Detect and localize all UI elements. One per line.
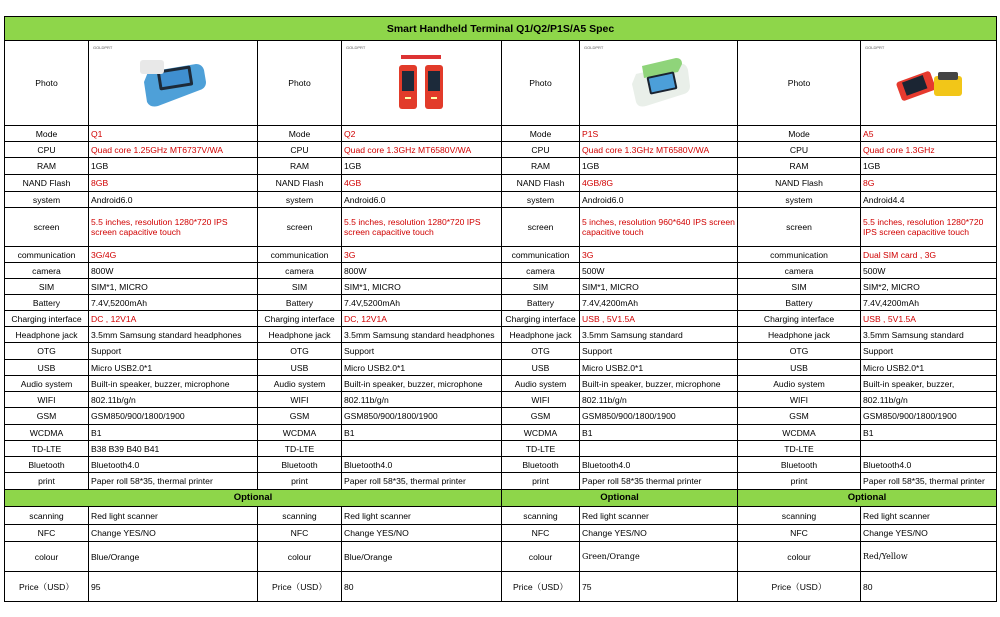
usb-label: USB xyxy=(502,360,580,376)
gsm-label: GSM xyxy=(502,408,580,425)
print-label: print xyxy=(258,473,342,490)
brand-text: GOLDPRT xyxy=(584,45,604,50)
price-value: 80 xyxy=(342,572,502,602)
gsm-value: GSM850/900/1800/1900 xyxy=(342,408,502,425)
nand-label: NAND Flash xyxy=(258,175,342,192)
price-value: 95 xyxy=(89,572,258,602)
colour-value: Blue/Orange xyxy=(342,542,502,572)
communication-label: communication xyxy=(502,247,580,263)
mode-value: Q1 xyxy=(89,126,258,142)
tdlte-value xyxy=(861,441,997,457)
usb-value: Micro USB2.0*1 xyxy=(580,360,738,376)
charging-label: Charging interface xyxy=(738,311,861,327)
bluetooth-value: Bluetooth4.0 xyxy=(342,457,502,473)
usb-label: USB xyxy=(258,360,342,376)
system-label: system xyxy=(502,192,580,208)
cpu-value: Quad core 1.3GHz xyxy=(861,142,997,158)
screen-label: screen xyxy=(258,208,342,247)
nfc-label: NFC xyxy=(5,525,89,542)
ram-value: 1GB xyxy=(89,158,258,175)
battery-value: 7.4V,5200mAh xyxy=(89,295,258,311)
spec-sheet xyxy=(4,16,996,602)
usb-value: Micro USB2.0*1 xyxy=(342,360,502,376)
wcdma-value: B1 xyxy=(89,425,258,441)
gsm-label: GSM xyxy=(258,408,342,425)
scanning-label: scanning xyxy=(5,507,89,525)
product-photo xyxy=(342,41,502,126)
audio-label: Audio system xyxy=(5,376,89,392)
gsm-label: GSM xyxy=(5,408,89,425)
cpu-value: Quad core 1.3GHz MT6580V/WA xyxy=(342,142,502,158)
scanning-label: scanning xyxy=(738,507,861,525)
camera-value: 500W xyxy=(580,263,738,279)
spec-row-nand xyxy=(5,175,997,192)
screen-value: 5.5 inches, resolution 1280*720 IPS screen capacitive touch xyxy=(861,208,997,247)
system-value: Android6.0 xyxy=(89,192,258,208)
tdlte-label: TD-LTE xyxy=(258,441,342,457)
charging-value: DC, 12V1A xyxy=(342,311,502,327)
sim-value: SIM*1, MICRO xyxy=(89,279,258,295)
communication-value: 3G xyxy=(342,247,502,263)
cpu-label: CPU xyxy=(502,142,580,158)
q1-terminal-icon xyxy=(134,52,212,114)
sim-label: SIM xyxy=(5,279,89,295)
wcdma-label: WCDMA xyxy=(5,425,89,441)
wifi-value: 802.11b/g/n xyxy=(89,392,258,408)
otg-value: Support xyxy=(342,343,502,360)
nfc-label: NFC xyxy=(738,525,861,542)
bluetooth-label: Bluetooth xyxy=(738,457,861,473)
audio-value: Built-in speaker, buzzer, microphone xyxy=(580,376,738,392)
communication-label: communication xyxy=(5,247,89,263)
print-label: print xyxy=(738,473,861,490)
spec-row-communication xyxy=(5,247,997,263)
wcdma-label: WCDMA xyxy=(502,425,580,441)
print-value: Paper roll 58*35, thermal printer xyxy=(861,473,997,490)
price-value: 80 xyxy=(861,572,997,602)
nand-value: 8G xyxy=(861,175,997,192)
bluetooth-value: Bluetooth4.0 xyxy=(89,457,258,473)
audio-label: Audio system xyxy=(738,376,861,392)
price-label: Price（USD） xyxy=(502,572,580,602)
spec-row-print xyxy=(5,473,997,490)
communication-label: communication xyxy=(258,247,342,263)
cpu-value: Quad core 1.25GHz MT6737V/WA xyxy=(89,142,258,158)
product-photo xyxy=(580,41,738,126)
sim-value: SIM*2, MICRO xyxy=(861,279,997,295)
colour-value: Green/Orange xyxy=(580,542,738,572)
spec-row-sim xyxy=(5,279,997,295)
system-label: system xyxy=(738,192,861,208)
usb-value: Micro USB2.0*1 xyxy=(861,360,997,376)
screen-value: 5.5 inches, resolution 1280*720 IPS screen capacitive touch xyxy=(89,208,258,247)
optional-header: Optional xyxy=(5,490,502,507)
nfc-label: NFC xyxy=(258,525,342,542)
cpu-value: Quad core 1.3GHz MT6580V/WA xyxy=(580,142,738,158)
price-label: Price（USD） xyxy=(5,572,89,602)
spec-row-headphone xyxy=(5,327,997,343)
product-photo xyxy=(89,41,258,126)
communication-value: Dual SIM card , 3G xyxy=(861,247,997,263)
ram-label: RAM xyxy=(258,158,342,175)
camera-label: camera xyxy=(5,263,89,279)
sim-label: SIM xyxy=(502,279,580,295)
mode-value: P1S xyxy=(580,126,738,142)
title-row xyxy=(5,17,997,41)
bluetooth-label: Bluetooth xyxy=(502,457,580,473)
battery-label: Battery xyxy=(258,295,342,311)
wcdma-value: B1 xyxy=(861,425,997,441)
wifi-value: 802.11b/g/n xyxy=(861,392,997,408)
spec-row-screen xyxy=(5,208,997,247)
wifi-label: WIFI xyxy=(258,392,342,408)
audio-value: Built-in speaker, buzzer, microphone xyxy=(89,376,258,392)
scanning-value: Red light scanner xyxy=(861,507,997,525)
charging-value: USB , 5V1.5A xyxy=(580,311,738,327)
spec-row-mode xyxy=(5,126,997,142)
wcdma-label: WCDMA xyxy=(258,425,342,441)
tdlte-label: TD-LTE xyxy=(738,441,861,457)
usb-label: USB xyxy=(738,360,861,376)
spec-row-cpu xyxy=(5,142,997,158)
battery-label: Battery xyxy=(502,295,580,311)
scanning-value: Red light scanner xyxy=(342,507,502,525)
charging-value: DC , 12V1A xyxy=(89,311,258,327)
ram-label: RAM xyxy=(502,158,580,175)
charging-label: Charging interface xyxy=(502,311,580,327)
tdlte-value xyxy=(342,441,502,457)
print-label: print xyxy=(5,473,89,490)
scanning-label: scanning xyxy=(258,507,342,525)
system-value: Android4.4 xyxy=(861,192,997,208)
spec-table xyxy=(4,16,997,602)
nfc-value: Change YES/NO xyxy=(342,525,502,542)
a5-terminal-icon xyxy=(890,54,968,112)
gsm-label: GSM xyxy=(738,408,861,425)
spec-row-tdlte xyxy=(5,441,997,457)
tdlte-value xyxy=(580,441,738,457)
charging-label: Charging interface xyxy=(258,311,342,327)
battery-label: Battery xyxy=(5,295,89,311)
mode-label: Mode xyxy=(502,126,580,142)
print-value: Paper roll 58*35 thermal printer xyxy=(580,473,738,490)
audio-value: Built-in speaker, buzzer, xyxy=(861,376,997,392)
gsm-value: GSM850/900/1800/1900 xyxy=(89,408,258,425)
photo-label: Photo xyxy=(502,41,580,126)
nfc-label: NFC xyxy=(502,525,580,542)
p1s-terminal-icon xyxy=(620,52,698,114)
camera-value: 800W xyxy=(342,263,502,279)
gsm-value: GSM850/900/1800/1900 xyxy=(861,408,997,425)
sim-value: SIM*1, MICRO xyxy=(580,279,738,295)
spec-row-colour xyxy=(5,542,997,572)
optional-header: Optional xyxy=(738,490,997,507)
screen-label: screen xyxy=(502,208,580,247)
screen-label: screen xyxy=(738,208,861,247)
headphone-label: Headphone jack xyxy=(738,327,861,343)
audio-label: Audio system xyxy=(502,376,580,392)
bluetooth-value: Bluetooth4.0 xyxy=(580,457,738,473)
product-photo xyxy=(861,41,997,126)
print-value: Paper roll 58*35, thermal printer xyxy=(89,473,258,490)
otg-label: OTG xyxy=(738,343,861,360)
print-value: Paper roll 58*35, thermal printer xyxy=(342,473,502,490)
usb-value: Micro USB2.0*1 xyxy=(89,360,258,376)
wifi-value: 802.11b/g/n xyxy=(580,392,738,408)
nand-label: NAND Flash xyxy=(738,175,861,192)
colour-value: Blue/Orange xyxy=(89,542,258,572)
sheet-title: Smart Handheld Terminal Q1/Q2/P1S/A5 Spec xyxy=(5,17,997,41)
nand-label: NAND Flash xyxy=(502,175,580,192)
spec-row-bluetooth xyxy=(5,457,997,473)
ram-label: RAM xyxy=(5,158,89,175)
camera-value: 500W xyxy=(861,263,997,279)
mode-label: Mode xyxy=(258,126,342,142)
spec-row-charging xyxy=(5,311,997,327)
mode-label: Mode xyxy=(5,126,89,142)
bluetooth-label: Bluetooth xyxy=(258,457,342,473)
usb-label: USB xyxy=(5,360,89,376)
headphone-value: 3.5mm Samsung standard headphones xyxy=(89,327,258,343)
colour-value: Red/Yellow xyxy=(861,542,997,572)
cpu-label: CPU xyxy=(5,142,89,158)
wifi-label: WIFI xyxy=(5,392,89,408)
wcdma-value: B1 xyxy=(580,425,738,441)
photo-label: Photo xyxy=(258,41,342,126)
wcdma-label: WCDMA xyxy=(738,425,861,441)
nand-value: 4GB/8G xyxy=(580,175,738,192)
ram-label: RAM xyxy=(738,158,861,175)
ram-value: 1GB xyxy=(580,158,738,175)
nfc-value: Change YES/NO xyxy=(89,525,258,542)
battery-value: 7.4V,4200mAh xyxy=(580,295,738,311)
colour-label: colour xyxy=(738,542,861,572)
mode-label: Mode xyxy=(738,126,861,142)
colour-label: colour xyxy=(258,542,342,572)
scanning-value: Red light scanner xyxy=(89,507,258,525)
optional-header: Optional xyxy=(502,490,738,507)
battery-value: 7.4V,5200mAh xyxy=(342,295,502,311)
camera-label: camera xyxy=(502,263,580,279)
nfc-value: Change YES/NO xyxy=(580,525,738,542)
headphone-value: 3.5mm Samsung standard xyxy=(580,327,738,343)
print-label: print xyxy=(502,473,580,490)
colour-label: colour xyxy=(502,542,580,572)
scanning-label: scanning xyxy=(502,507,580,525)
ram-value: 1GB xyxy=(342,158,502,175)
mode-value: A5 xyxy=(861,126,997,142)
q2-terminal-icon xyxy=(391,51,453,115)
spec-row-ram xyxy=(5,158,997,175)
scanning-value: Red light scanner xyxy=(580,507,738,525)
spec-row-audio xyxy=(5,376,997,392)
screen-value: 5.5 inches, resolution 1280*720 IPS screen capacitive touch xyxy=(342,208,502,247)
brand-text: GOLDPRT xyxy=(865,45,885,50)
communication-value: 3G xyxy=(580,247,738,263)
brand-text: GOLDPRT xyxy=(93,45,113,50)
spec-row-otg xyxy=(5,343,997,360)
system-label: system xyxy=(258,192,342,208)
wifi-label: WIFI xyxy=(738,392,861,408)
nand-value: 4GB xyxy=(342,175,502,192)
spec-row-battery xyxy=(5,295,997,311)
camera-value: 800W xyxy=(89,263,258,279)
communication-label: communication xyxy=(738,247,861,263)
camera-label: camera xyxy=(738,263,861,279)
spec-row-wifi xyxy=(5,392,997,408)
mode-value: Q2 xyxy=(342,126,502,142)
spec-row-usb xyxy=(5,360,997,376)
charging-label: Charging interface xyxy=(5,311,89,327)
tdlte-label: TD-LTE xyxy=(5,441,89,457)
tdlte-label: TD-LTE xyxy=(502,441,580,457)
headphone-label: Headphone jack xyxy=(258,327,342,343)
optional-row xyxy=(5,490,997,507)
tdlte-value: B38 B39 B40 B41 xyxy=(89,441,258,457)
otg-value: Support xyxy=(89,343,258,360)
audio-value: Built-in speaker, buzzer, microphone xyxy=(342,376,502,392)
cpu-label: CPU xyxy=(738,142,861,158)
audio-label: Audio system xyxy=(258,376,342,392)
headphone-value: 3.5mm Samsung standard headphones xyxy=(342,327,502,343)
bluetooth-label: Bluetooth xyxy=(5,457,89,473)
spec-row-scanning xyxy=(5,507,997,525)
screen-value: 5 inches, resolution 960*640 IPS screen capacitive touch xyxy=(580,208,738,247)
headphone-value: 3.5mm Samsung standard xyxy=(861,327,997,343)
colour-label: colour xyxy=(5,542,89,572)
wcdma-value: B1 xyxy=(342,425,502,441)
battery-label: Battery xyxy=(738,295,861,311)
otg-value: Support xyxy=(580,343,738,360)
price-value: 75 xyxy=(580,572,738,602)
gsm-value: GSM850/900/1800/1900 xyxy=(580,408,738,425)
sim-label: SIM xyxy=(258,279,342,295)
spec-row-system xyxy=(5,192,997,208)
nand-label: NAND Flash xyxy=(5,175,89,192)
system-value: Android6.0 xyxy=(342,192,502,208)
wifi-value: 802.11b/g/n xyxy=(342,392,502,408)
photo-row xyxy=(5,41,997,126)
spec-row-wcdma xyxy=(5,425,997,441)
wifi-label: WIFI xyxy=(502,392,580,408)
camera-label: camera xyxy=(258,263,342,279)
nfc-value: Change YES/NO xyxy=(861,525,997,542)
nand-value: 8GB xyxy=(89,175,258,192)
cpu-label: CPU xyxy=(258,142,342,158)
communication-value: 3G/4G xyxy=(89,247,258,263)
otg-value: Support xyxy=(861,343,997,360)
otg-label: OTG xyxy=(258,343,342,360)
system-value: Android6.0 xyxy=(580,192,738,208)
photo-label: Photo xyxy=(5,41,89,126)
spec-row-nfc xyxy=(5,525,997,542)
charging-value: USB , 5V1.5A xyxy=(861,311,997,327)
photo-label: Photo xyxy=(738,41,861,126)
ram-value: 1GB xyxy=(861,158,997,175)
otg-label: OTG xyxy=(5,343,89,360)
price-label: Price（USD） xyxy=(258,572,342,602)
screen-label: screen xyxy=(5,208,89,247)
battery-value: 7.4V,4200mAh xyxy=(861,295,997,311)
otg-label: OTG xyxy=(502,343,580,360)
sim-value: SIM*1, MICRO xyxy=(342,279,502,295)
bluetooth-value: Bluetooth4.0 xyxy=(861,457,997,473)
spec-row-gsm xyxy=(5,408,997,425)
brand-text: GOLDPRT xyxy=(346,45,366,50)
sim-label: SIM xyxy=(738,279,861,295)
headphone-label: Headphone jack xyxy=(502,327,580,343)
price-label: Price（USD） xyxy=(738,572,861,602)
system-label: system xyxy=(5,192,89,208)
headphone-label: Headphone jack xyxy=(5,327,89,343)
spec-row-price xyxy=(5,572,997,602)
spec-row-camera xyxy=(5,263,997,279)
